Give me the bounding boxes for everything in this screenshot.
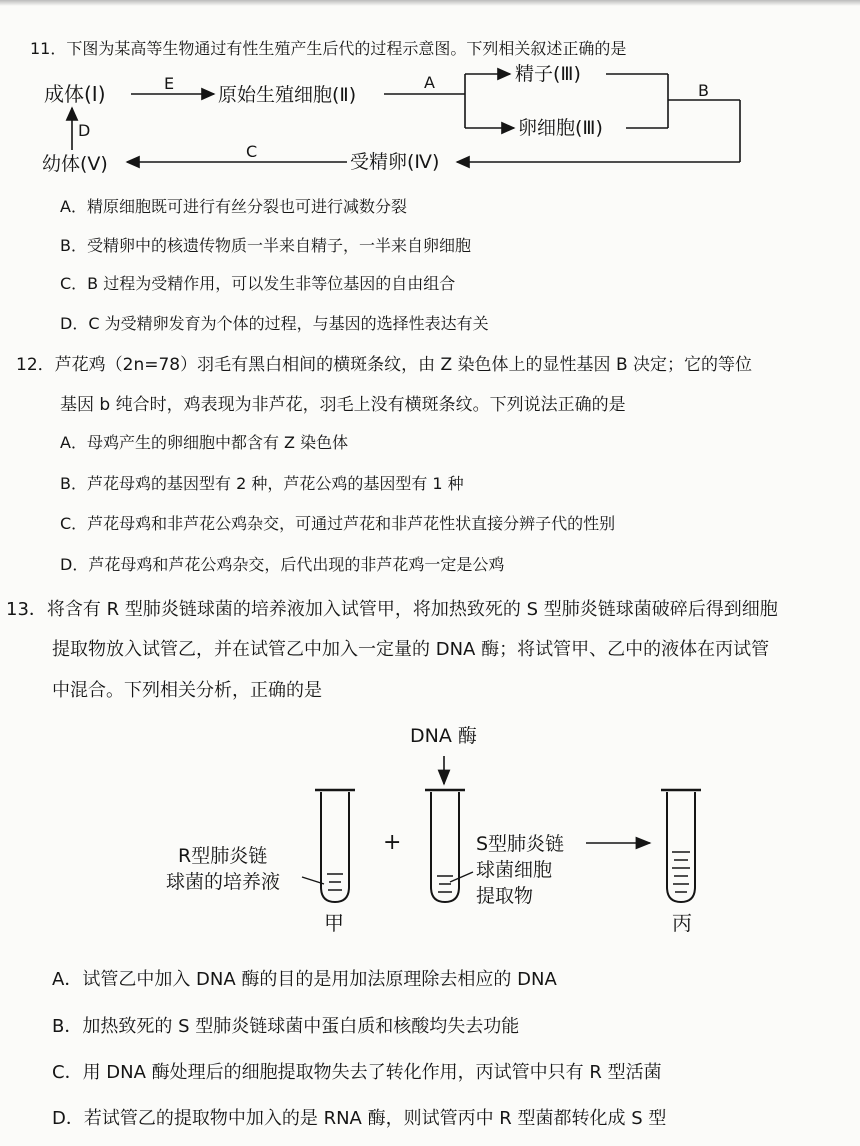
q13-stem-line1: 13．将含有 R 型肺炎链球菌的培养液加入试管甲，将加热致死的 S 型肺炎链球菌破碎后得到细胞 (6, 599, 778, 620)
tube-jia-label: 甲 (324, 911, 344, 935)
q11-option-a: A．精原细胞既可进行有丝分裂也可进行减数分裂 (60, 197, 407, 216)
tube-bing (661, 790, 701, 902)
q13-stem-line2: 提取物放入试管乙，并在试管乙中加入一定量的 DNA 酶；将试管甲、乙中的液体在丙试管 (52, 639, 770, 660)
node-germ-cell: 原始生殖细胞(Ⅱ) (218, 84, 357, 106)
tube-yi (425, 790, 465, 902)
q13-option-a: A．试管乙中加入 DNA 酶的目的是用加法原理除去相应的 DNA (52, 969, 557, 990)
r-culture-label-line1: R型肺炎链 (178, 845, 268, 867)
cropped-header-strip (0, 0, 860, 6)
q13-test-tube-diagram (0, 712, 860, 942)
q11-option-c: C．B 过程为受精作用，可以发生非等位基因的自由组合 (60, 274, 456, 293)
arrow-label-b: B (698, 81, 709, 100)
q11-stem: 11．下图为某高等生物通过有性生殖产生后代的过程示意图。下列相关叙述正确的是 (30, 39, 627, 58)
node-adult: 成体(Ⅰ) (44, 82, 106, 106)
q12-option-c: C．芦花母鸡和非芦花公鸡杂交，可通过芦花和非芦花性状直接分辨子代的性别 (60, 514, 616, 533)
plus-sign: + (383, 830, 402, 855)
node-zygote: 受精卵(Ⅳ) (350, 151, 440, 173)
q13-stem-line3: 中混合。下列相关分析，正确的是 (52, 680, 322, 701)
arrow-label-e: E (164, 74, 175, 93)
q12-option-d: D．芦花母鸡和芦花公鸡杂交，后代出现的非芦花鸡一定是公鸡 (60, 555, 505, 574)
q12-stem-line2: 基因 b 纯合时，鸡表现为非芦花，羽毛上没有横斑条纹。下列说法正确的是 (60, 395, 626, 415)
q12-option-b: B．芦花母鸡的基因型有 2 种，芦花公鸡的基因型有 1 种 (60, 474, 464, 493)
node-juvenile: 幼体(Ⅴ) (42, 153, 108, 175)
node-sperm: 精子(Ⅲ) (515, 63, 581, 85)
arrow-label-d: D (78, 121, 91, 140)
s-extract-label-line2: 球菌细胞 (476, 859, 553, 881)
s-extract-label-line3: 提取物 (476, 885, 534, 907)
q11-option-b: B．受精卵中的核遗传物质一半来自精子，一半来自卵细胞 (60, 236, 471, 255)
tube-bing-label: 丙 (672, 911, 692, 935)
q12-option-a: A．母鸡产生的卵细胞中都含有 Z 染色体 (60, 433, 349, 452)
arrow-label-c: C (246, 142, 258, 161)
tube-jia (315, 790, 355, 902)
r-culture-label-line2: 球菌的培养液 (166, 871, 281, 893)
s-extract-label-line1: S型肺炎链 (476, 833, 565, 855)
arrow-label-a: A (424, 73, 435, 92)
dna-enzyme-label: DNA 酶 (410, 725, 477, 747)
q12-stem-line1: 12．芦花鸡（2n=78）羽毛有黑白相间的横斑条纹，由 Z 染色体上的显性基因 B 决定；它的等位 (16, 355, 753, 375)
q11-life-cycle-diagram (0, 58, 860, 188)
q13-option-c: C．用 DNA 酶处理后的细胞提取物失去了转化作用，丙试管中只有 R 型活菌 (52, 1062, 662, 1083)
node-egg: 卵细胞(Ⅲ) (518, 117, 603, 139)
q13-option-d: D．若试管乙的提取物中加入的是 RNA 酶，则试管丙中 R 型菌都转化成 S 型 (52, 1108, 667, 1129)
q13-option-b: B．加热致死的 S 型肺炎链球菌中蛋白质和核酸均失去功能 (52, 1016, 520, 1037)
q11-option-d: D．C 为受精卵发育为个体的过程，与基因的选择性表达有关 (60, 314, 489, 333)
